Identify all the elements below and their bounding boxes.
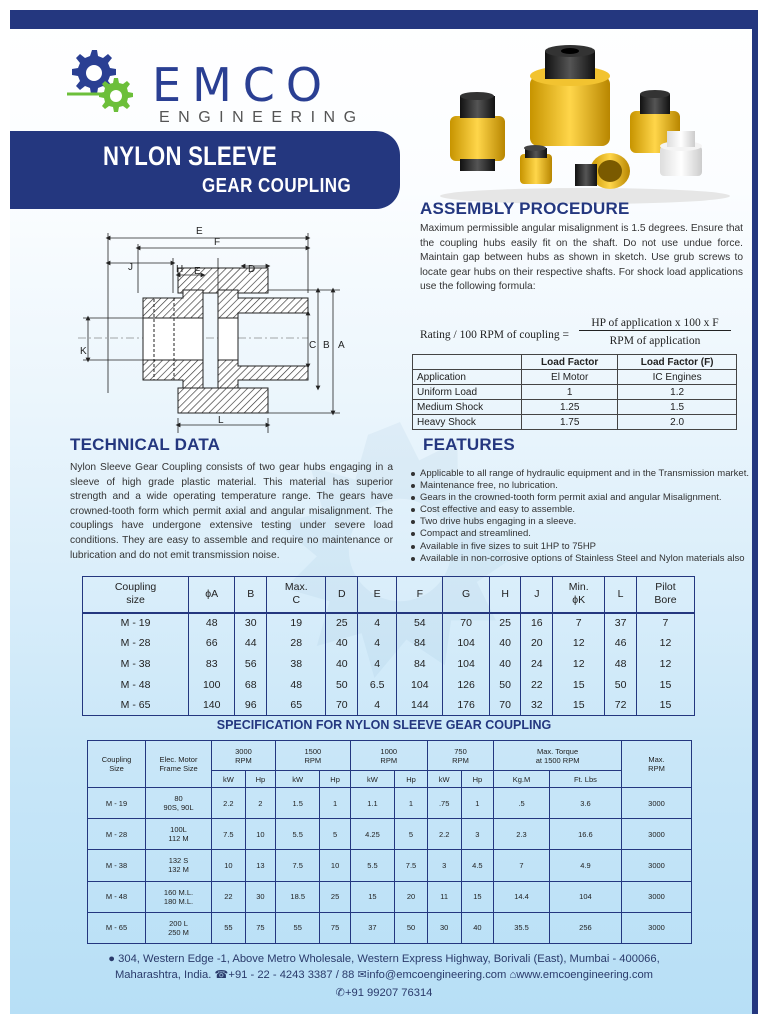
dims-cell: 40 [326,654,358,675]
title-line2: GEAR COUPLING [202,175,352,197]
footer-whatsapp [10,986,758,999]
dims-cell: M - 38 [83,654,189,675]
spec-cell: 2.3 [494,819,550,850]
dims-cell: 72 [605,695,637,716]
dims-cell: 84 [397,633,443,654]
spec-header-750: 750 RPM [427,741,493,771]
feature-item: Gears in the crowned-tooth form permit axial and angular Misalignment. [410,492,750,504]
brand-logo [62,36,392,131]
spec-subheader: kW [427,771,461,788]
dims-cell: 38 [267,654,326,675]
dims-header: B [235,577,267,613]
dims-cell: 84 [397,654,443,675]
dims-row [83,633,695,654]
dims-cell: 44 [235,633,267,654]
load-cell: IC Engines [618,370,737,385]
spec-cell: .75 [427,788,461,819]
load-cell: Heavy Shock [413,415,522,430]
dims-cell: 40 [489,654,521,675]
spec-subheader: kW [350,771,395,788]
whatsapp-icon: ✆ [335,987,345,999]
technical-heading: TECHNICAL DATA [70,435,221,454]
spec-cell: 3 [461,819,494,850]
dims-cell: 20 [521,633,553,654]
dims-cell: 40 [326,633,358,654]
dims-cell: 25 [489,613,521,634]
coupling-cross-section-diagram [78,218,363,436]
dims-cell: 15 [553,674,605,695]
spec-cell: .5 [494,788,550,819]
dims-cell: 7 [636,613,694,634]
spec-size-cell: M - 48 [88,881,146,912]
footer-address [10,953,758,965]
spec-cell: 75 [320,912,350,943]
dims-cell: M - 65 [83,695,189,716]
rating-formula [420,317,740,355]
dimensions-table [82,576,695,716]
spec-cell: 13 [245,850,275,881]
feature-item: Cost effective and easy to assemble. [410,504,750,516]
dims-cell: 32 [521,695,553,716]
dims-cell: 48 [267,674,326,695]
technical-text: Nylon Sleeve Gear Coupling consists of two gear hubs engaging in a sleeve of high grade plastic material. This material has superior strength and a wide operating temperature range. The gears have crowned-tooth form which permit axial and angular misalignment. The couplings have undergone extensive testing under severe load conditions. They are easy to assemble and require no maintenance or lubrication and do not emit transmission noise. [70,462,393,561]
spec-cell: 10 [320,850,350,881]
dims-cell: M - 48 [83,674,189,695]
dims-cell: 56 [235,654,267,675]
dims-header: G [443,577,489,613]
spec-cell: 11 [427,881,461,912]
feature-item: Applicable to all range of hydraulic equipment and in the Transmission market. [410,468,750,480]
spec-cell: 7.5 [275,850,320,881]
spec-cell: 22 [212,881,246,912]
spec-cell: 3000 [622,850,692,881]
spec-header-1500: 1500 RPM [275,741,350,771]
dims-cell: 70 [489,695,521,716]
dims-cell: 144 [397,695,443,716]
spec-row [88,819,692,850]
spec-frame-cell: 80 90S, 90L [146,788,212,819]
formula-label: Rating / 100 RPM of coupling = [420,329,569,341]
spec-cell: 5 [395,819,428,850]
dims-cell: 4 [358,633,397,654]
dims-cell: 50 [326,674,358,695]
dims-cell: 16 [521,613,553,634]
load-factor-table [412,354,737,430]
dims-cell: 70 [326,695,358,716]
dims-cell: 12 [636,654,694,675]
spec-frame-cell: 200 L 250 M [146,912,212,943]
feature-item: Compact and streamlined. [410,528,750,540]
dim-label-f: F [214,237,221,248]
dims-cell: 104 [443,633,489,654]
dims-cell: 54 [397,613,443,634]
spec-row [88,850,692,881]
features-heading: FEATURES [423,435,515,454]
dims-cell: 7 [553,613,605,634]
feature-item: Maintenance free, no lubrication. [410,480,750,492]
spec-cell: 2.2 [427,819,461,850]
spec-subheader: Hp [461,771,494,788]
home-icon: ⌂ [509,969,517,981]
website-link[interactable]: www.emcoengineering.com [516,969,654,981]
spec-subheader: kW [212,771,246,788]
spec-cell: 5 [320,819,350,850]
dims-cell: 12 [636,633,694,654]
assembly-text: Maximum permissible angular misalignment is 1.5 degrees. Ensure that the coupling hubs easily fit on the shaft. Do not use undue force. Maintain gap between hubs as shown in sketch. Use grub screws to locate gear hubs on their respective shafts. For shock load applications use the following formula: [420,223,743,293]
spec-row [88,788,692,819]
dims-header: H [489,577,521,613]
dims-cell: 15 [553,695,605,716]
dims-row [83,613,695,634]
spec-cell: 50 [395,912,428,943]
dims-cell: 4 [358,695,397,716]
dims-cell: 48 [189,613,235,634]
dims-cell: 176 [443,695,489,716]
spec-cell: 1.1 [350,788,395,819]
spec-cell: 1 [320,788,350,819]
spec-cell: 35.5 [494,912,550,943]
dims-cell: 50 [489,674,521,695]
spec-subheader: Ft. Lbs [549,771,621,788]
feature-item: Two drive hubs engaging in a sleeve. [410,516,750,528]
spec-size-cell: M - 19 [88,788,146,819]
dims-cell: 25 [326,613,358,634]
location-pin-icon: ● [108,953,116,965]
spec-subheader: Hp [320,771,350,788]
load-cell: 1.75 [522,415,618,430]
footer-contacts [10,968,758,981]
dims-header: D [326,577,358,613]
spec-cell: 40 [461,912,494,943]
load-cell: Medium Shock [413,400,522,415]
dims-header: Pilot Bore [636,577,694,613]
dims-header: ϕA [189,577,235,613]
dims-cell: 15 [636,674,694,695]
spec-cell: 55 [212,912,246,943]
spec-cell: 256 [549,912,621,943]
spec-cell: 10 [245,819,275,850]
dims-cell: M - 28 [83,633,189,654]
load-cell: 1.5 [618,400,737,415]
dims-header: Coupling size [83,577,189,613]
dims-cell: M - 19 [83,613,189,634]
spec-header-torque: Max. Torque at 1500 RPM [494,741,622,771]
title-banner [10,131,400,209]
phone-icon: ☎ [214,969,229,981]
address-country: Maharashtra, India. [114,969,212,981]
spec-cell: 4.9 [549,850,621,881]
dims-cell: 83 [189,654,235,675]
spec-cell: 1.5 [275,788,320,819]
assembly-heading: ASSEMBLY PROCEDURE [420,199,630,218]
spec-cell: 3000 [622,788,692,819]
address-text: 304, Western Edge -1, Above Metro Wholesale, Western Express Highway, Borivali (East), Mumbai - 400066, [118,953,660,965]
dims-cell: 6.5 [358,674,397,695]
spec-cell: 5.5 [275,819,320,850]
dims-cell: 4 [358,613,397,634]
product-photo [435,36,735,206]
load-cell: El Motor [522,370,618,385]
load-cell: Application [413,370,522,385]
dims-cell: 46 [605,633,637,654]
dims-cell: 24 [521,654,553,675]
dims-row [83,695,695,716]
load-cell: Uniform Load [413,385,522,400]
spec-subheader: Hp [395,771,428,788]
email-link[interactable]: info@emcoengineering.com [366,969,507,981]
spec-header-1000: 1000 RPM [350,741,427,771]
spec-cell: 1 [461,788,494,819]
spec-subheader: kW [275,771,320,788]
dim-label-a: A [338,340,345,351]
load-header [413,355,522,370]
dim-label-d: D [248,264,256,275]
dims-header: Min. ϕK [553,577,605,613]
spec-cell: 1 [395,788,428,819]
spec-cell: 3000 [622,881,692,912]
dim-label-j: J [128,262,133,273]
dims-cell: 100 [189,674,235,695]
spec-size-cell: M - 38 [88,850,146,881]
spec-cell: 2.2 [212,788,246,819]
spec-cell: 15 [350,881,395,912]
spec-header-motor: Elec. Motor Frame Size [146,741,212,788]
dims-cell: 40 [489,633,521,654]
dims-cell: 48 [605,654,637,675]
dims-cell: 66 [189,633,235,654]
dims-cell: 37 [605,613,637,634]
spec-cell: 3 [427,850,461,881]
spec-cell: 25 [320,881,350,912]
spec-subheader: Kg.M [494,771,550,788]
dims-cell: 70 [443,613,489,634]
dim-label-b: B [323,340,330,351]
dim-label-h: H [176,264,184,275]
dims-cell: 19 [267,613,326,634]
spec-size-cell: M - 65 [88,912,146,943]
spec-cell: 16.6 [549,819,621,850]
dim-label-l: L [218,415,224,426]
load-cell: 1.2 [618,385,737,400]
dims-header: F [397,577,443,613]
dims-cell: 15 [636,695,694,716]
spec-table [87,740,692,944]
spec-cell: 55 [275,912,320,943]
title-line1: NYLON SLEEVE [103,141,277,171]
load-header: Load Factor (F) [618,355,737,370]
spec-cell: 18.5 [275,881,320,912]
dims-header: L [605,577,637,613]
spec-cell: 14.4 [494,881,550,912]
features-list [410,468,750,565]
formula-denominator: RPM of application [609,335,701,347]
spec-cell: 104 [549,881,621,912]
spec-cell: 75 [245,912,275,943]
spec-header-3000: 3000 RPM [212,741,276,771]
spec-subheader: Hp [245,771,275,788]
dims-cell: 104 [397,674,443,695]
spec-row [88,881,692,912]
dims-header: Max. C [267,577,326,613]
dims-cell: 140 [189,695,235,716]
dims-cell: 68 [235,674,267,695]
spec-size-cell: M - 28 [88,819,146,850]
load-cell: 1.25 [522,400,618,415]
dims-cell: 30 [235,613,267,634]
page [10,10,758,1014]
brand-name: EMCO [152,58,334,112]
spec-header-size: Coupling Size [88,741,146,788]
load-header: Load Factor [522,355,618,370]
spec-cell: 30 [427,912,461,943]
spec-cell: 37 [350,912,395,943]
dims-cell: 50 [605,674,637,695]
dims-cell: 65 [267,695,326,716]
gear-logo-icon [62,46,142,116]
dims-cell: 28 [267,633,326,654]
spec-cell: 7.5 [395,850,428,881]
spec-cell: 3.6 [549,788,621,819]
load-cell: 2.0 [618,415,737,430]
feature-item: Available in five sizes to suit 1HP to 75HP [410,541,750,553]
load-cell: 1 [522,385,618,400]
spec-cell: 3000 [622,912,692,943]
dim-label-k: K [80,346,87,357]
top-bar [10,10,758,29]
dims-header: E [358,577,397,613]
spec-frame-cell: 132 S 132 M [146,850,212,881]
spec-frame-cell: 100L 112 M [146,819,212,850]
phone-text[interactable]: +91 - 22 - 4243 3387 / 88 [228,969,355,981]
spec-cell: 7.5 [212,819,246,850]
dim-label-e-mid: E [194,266,201,277]
dims-cell: 22 [521,674,553,695]
spec-header-maxrpm: Max. RPM [622,741,692,788]
dim-label-e-top: E [196,226,203,237]
spec-cell: 4.25 [350,819,395,850]
spec-title: SPECIFICATION FOR NYLON SLEEVE GEAR COUPLING [216,718,552,732]
spec-cell: 15 [461,881,494,912]
spec-cell: 10 [212,850,246,881]
dims-cell: 104 [443,654,489,675]
whatsapp-number[interactable]: +91 99207 76314 [344,987,433,999]
dims-row [83,674,695,695]
spec-cell: 2 [245,788,275,819]
brand-tagline: ENGINEERING [159,109,365,126]
email-icon: ✉ [357,969,367,981]
spec-cell: 30 [245,881,275,912]
dims-row [83,654,695,675]
dims-cell: 4 [358,654,397,675]
spec-cell: 3000 [622,819,692,850]
dims-cell: 12 [553,654,605,675]
dims-cell: 126 [443,674,489,695]
dims-cell: 96 [235,695,267,716]
spec-row [88,912,692,943]
dims-cell: 12 [553,633,605,654]
feature-item: Available in non-corrosive options of Stainless Steel and Nylon materials also [410,553,750,565]
spec-cell: 5.5 [350,850,395,881]
spec-cell: 7 [494,850,550,881]
dim-label-c: C [309,340,317,351]
spec-cell: 20 [395,881,428,912]
spec-cell: 4.5 [461,850,494,881]
spec-frame-cell: 160 M.L. 180 M.L. [146,881,212,912]
dims-header: J [521,577,553,613]
formula-numerator: HP of application x 100 x F [579,317,731,331]
